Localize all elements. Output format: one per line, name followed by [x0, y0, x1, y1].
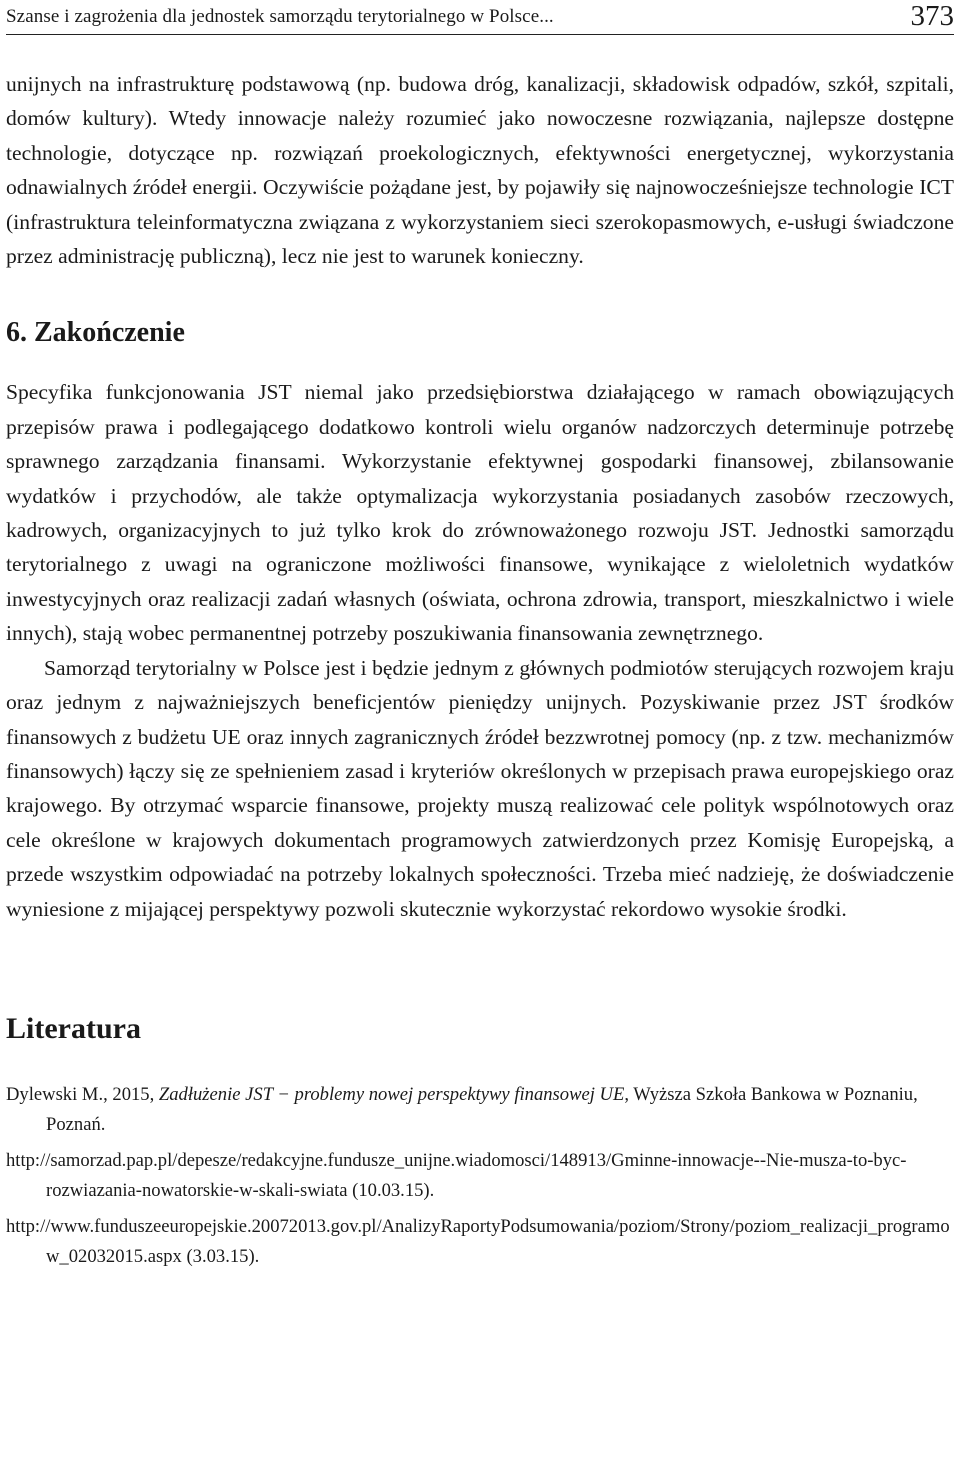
body-paragraph: unijnych na infrastrukturę podstawową (np. budowa dróg, kanalizacji, składowisk odpadów, szkół, szpitali, domów kultury). Wtedy innowacje należy rozumieć jako nowoczesne rozwiązania, najlepsze dostępne technologie, dotyczące np. rozwiązań proekologicznych, efektywności energetycznej, wykorzystania odnawialnych źródeł energii. Oczywiście pożądane jest, by pojawiły się najnowocześniejsze technologie ICT (infrastruktura teleinformatyczna związana z wykorzystaniem sieci szerokopasmowych, e-usługi świadczone przez administrację publiczną), lecz nie jest to warunek konieczny. — [6, 72, 954, 269]
reference-title: Zadłużenie JST − problemy nowej perspektywy finansowej UE — [158, 1083, 625, 1105]
page-number: 373 — [910, 0, 954, 32]
reference-list — [6, 1080, 954, 1272]
running-title: Szanse i zagrożenia dla jednostek samorządu terytorialnego w Polsce... — [6, 6, 554, 27]
body-paragraph: Specyfika funkcjonowania JST niemal jako przedsiębiorstwa działającego w ramach obowiązujących przepisów prawa i podlegającego dodatkowo kontroli wielu organów nadzorczych determinuje potrzebę sprawnego zarządzania finansami. Wykorzystanie efektywnej gospodarki finansowej, zbilansowanie wydatków i przychodów, ale także optymalizacja wykorzystania posiadanych zasobów rzeczowych, kadrowych, organizacyjnych to już tylko krok do zrównoważonego rozwoju JST. Jednostki samorządu terytorialnego z uwagi na ograniczone możliwości finansowe, wynikające z wieloletnich wydatków inwestycyjnych oraz realizacji zadań własnych (oświata, ochrona zdrowia, transport, mieszkalnictwo i wiele innych), stają wobec permanentnej potrzeby poszukiwania finansowania zewnętrznego. — [6, 380, 954, 646]
body-paragraph: Samorząd terytorialny w Polsce jest i będzie jednym z głównych podmiotów sterujących rozwojem kraju oraz jednym z najważniejszych beneficjentów pieniędzy unijnych. Pozyskiwanie przez JST środków finansowych z budżetu UE oraz innych zagranicznych źródeł bezzwrotnej pomocy (np. z tzw. mechanizmów finansowych) łączy się ze spełnieniem zasad i kryteriów określonych w przepisach prawa europejskiego oraz krajowego. By otrzymać wsparcie finansowe, projekty muszą realizować cele polityk wspólnotowych oraz cele określone w krajowych dokumentach programowych zatwierdzonych przez Komisję Europejską, a przede wszystkim odpowiadać na potrzeby lokalnych społeczności. Trzeba mieć nadzieję, że doświadczenie wyniesione z mijającej perspektywy pozwoli skutecznie wykorzystać rekordowo wysokie środki. — [6, 655, 954, 921]
section-heading: 6. Zakończenie — [6, 317, 185, 349]
reference-author: Dylewski M., 2015, — [6, 1083, 159, 1105]
literature-heading: Literatura — [6, 1011, 141, 1045]
reference-publisher: , Wyższa Szkoła Bankowa w Poznaniu, Poznań. — [46, 1083, 918, 1135]
reference-item: http://samorzad.pap.pl/depesze/redakcyjne.fundusze_unijne.wiadomosci/148913/Gminne-innowacje--Nie-musza-to-byc-rozwiazania-nowatorskie-w-skali-swiata (10.03.15). — [6, 1149, 907, 1201]
reference-item: http://www.funduszeeuropejskie.20072013.gov.pl/AnalizyRaportyPodsumowania/poziom/Strony/poziom_realizacji_programow_02032015.aspx (3.03.15). — [6, 1215, 950, 1267]
document-page — [6, 0, 954, 1278]
reference-item — [6, 1080, 954, 1140]
running-header — [6, 0, 954, 35]
